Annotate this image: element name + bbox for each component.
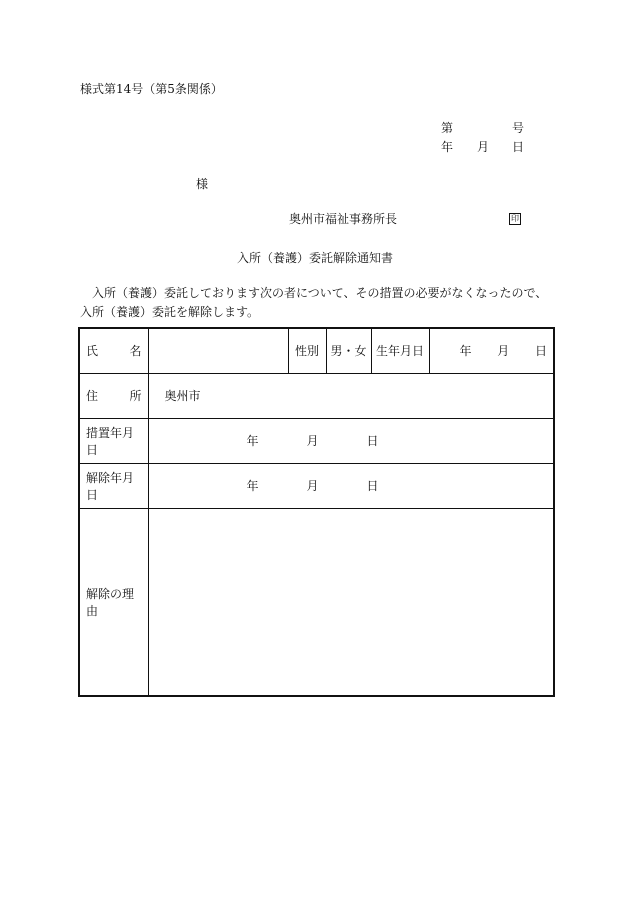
gender-label: 性別 [288, 328, 326, 373]
name-label: 氏 名 [79, 328, 148, 373]
measure-date-row [79, 418, 554, 463]
release-date-label: 解除年月日 [79, 463, 148, 508]
issue-date-year: 年 [441, 140, 454, 154]
address-label: 住 所 [79, 373, 148, 418]
form-number: 様式第14号（第5条関係） [80, 82, 223, 96]
reason-row [79, 508, 554, 696]
release-date-row [79, 463, 554, 508]
seal-icon: 印 [511, 214, 519, 223]
sender-name: 奥州市福祉事務所長 [289, 212, 398, 226]
reason-label: 解除の理由 [79, 508, 148, 696]
body-text: 入所（養護）委託しております次の者について、その措置の必要がなくなったので、入所（養護）委託を解除します。 [80, 286, 548, 319]
notice-table [78, 327, 555, 697]
addressee-suffix: 様 [196, 177, 209, 191]
issue-date-month: 月 [477, 140, 490, 154]
release-date-value[interactable]: 年 月 日 [148, 463, 554, 508]
address-value[interactable]: 奥州市 [148, 373, 554, 418]
doc-number-suffix: 号 [512, 121, 525, 135]
doc-number-prefix: 第 [441, 121, 454, 135]
address-row [79, 373, 554, 418]
gender-value[interactable]: 男・女 [326, 328, 371, 373]
name-row [79, 328, 554, 373]
document-title: 入所（養護）委託解除通知書 [236, 251, 393, 265]
reason-value[interactable] [148, 508, 554, 696]
issue-date-day: 日 [512, 140, 525, 154]
birth-value[interactable]: 年 月 日 [429, 328, 554, 373]
measure-date-value[interactable]: 年 月 日 [148, 418, 554, 463]
seal-mark [509, 210, 521, 225]
birth-label: 生年月日 [371, 328, 429, 373]
name-value[interactable] [148, 328, 288, 373]
measure-date-label: 措置年月日 [79, 418, 148, 463]
